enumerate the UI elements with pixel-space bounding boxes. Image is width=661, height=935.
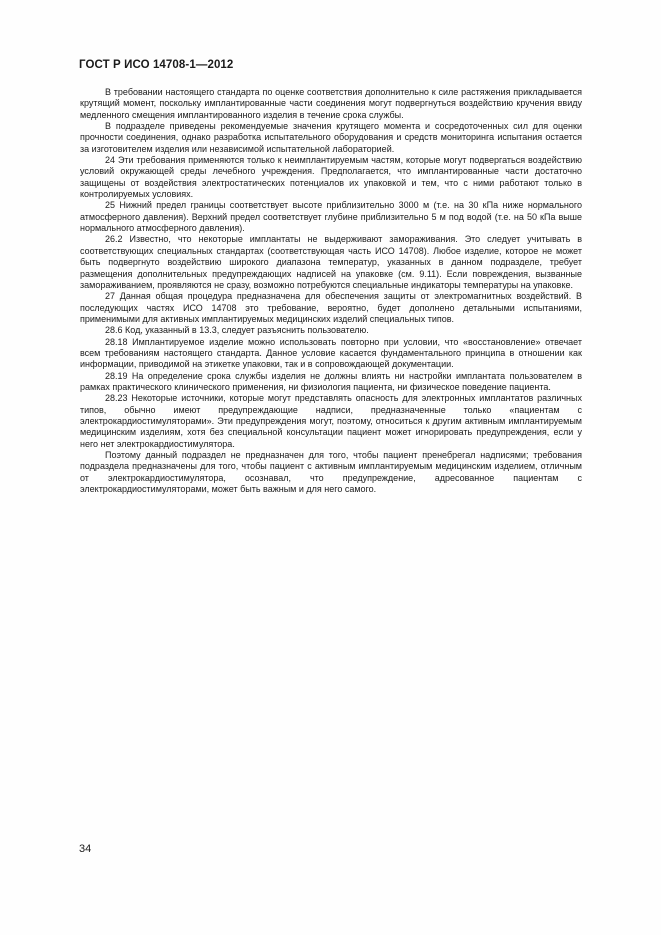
- paragraph-27: 27 Данная общая процедура предназначена для обеспечения защиты от электромагнитных воздействий. В последующих частях ИСО 14708 это требование, вероятно, будет дополнено детальными испытаниями, применимыми для активных имплантируемых медицинских изделий специальных типов.: [80, 291, 582, 324]
- paragraph-connection-strength: В подразделе приведены рекомендуемые значения крутящего момента и сосредоточенных сил для оценки прочности соединения, однако разработка испытательного оборудования и средств мониторинга испытания остается за изготовителем изделия или независимой испытательной лабораторией.: [80, 121, 582, 154]
- page-body: [80, 87, 582, 495]
- paragraph-conclusion: Поэтому данный подраздел не предназначен для того, чтобы пациент пренебрегал надписями; требования подраздела предназначены для того, чтобы пациент с активным имплантируемым медицинским изделием, отличным от электрокардиостимулятора, осознавал, что предупреждение, адресованное пациентам с электрокардиостимуляторами, может быть важным и для него самого.: [80, 450, 582, 495]
- paragraph-24: 24 Эти требования применяются только к неимплантируемым частям, которые могут подвергаться воздействию условий окружающей среды лечебного учреждения. Предполагается, что имплантированные части достаточно защищены от воздействия электростатических потенциалов их упаковкой и тем, что с ними работают только в контролируемых условиях.: [80, 155, 582, 200]
- page-number: 34: [79, 843, 92, 855]
- paragraph-28-6: 28.6 Код, указанный в 13.3, следует разъяснить пользователю.: [105, 325, 369, 336]
- paragraph-28-19: 28.19 На определение срока службы изделия не должны влиять ни настройки имплантата пользователем в рамках практического клинического применения, ни физиология пациента, ни физическое поведение пациента.: [80, 370, 582, 392]
- paragraph-28-18: 28.18 Имплантируемое изделие можно использовать повторно при условии, что «восстановление» отвечает всем требованиям настоящего стандарта. Данное условие касается фундаментального принципа в отношении как информации, приводимой на этикетке упаковки, так и в сопровождающей документации.: [80, 336, 582, 370]
- standard-header: ГОСТ Р ИСО 14708-1—2012: [79, 59, 234, 71]
- paragraph-torque: В требовании настоящего стандарта по оценке соответствия дополнительно к силе растяжения прикладывается крутящий момент, поскольку имплантированные части соединения могут подвергнуться воздействию кручения ввиду медленного смещения имплантированного изделия в течение срока службы.: [80, 87, 582, 120]
- paragraph-25: 25 Нижний предел границы соответствует высоте приблизительно 3000 м (т.е. на 30 кПа ниже нормального атмосферного давления). Верхний предел соответствует глубине приблизительно 5 м под водой (т.е. на 50 кПа выше нормального атмосферного давления).: [80, 200, 582, 234]
- paragraph-28-23: 28.23 Некоторые источники, которые могут представлять опасность для электронных имплантатов различных типов, обычно имеют предупреждающие надписи, предназначенные только «пациентам с электрокардиостимуляторами». Эти предупреждения могут, поэтому, относиться к другим активным имплантируемым медицинским изделиям, хотя без специальной консультации пациент может игнорировать предупреждения, если у него нет электрокардиостимулятора.: [80, 393, 582, 449]
- paragraph-26-2: 26.2 Известно, что некоторые имплантаты не выдерживают замораживания. Это следует учитывать в соответствующих специальных стандартах (соответствующая часть ИСО 14708). Любое изделие, которое не может быть подвергнуто воздействию широкого диапазона температур, указанных в данном подразделе, требует размещения дополнительных предупреждающих надписей на упаковке (см. 9.11). Если повреждения, вызванные замораживанием, проявляются не сразу, возможно потребуются специальные индикаторы температуры на упаковке.: [80, 234, 582, 290]
